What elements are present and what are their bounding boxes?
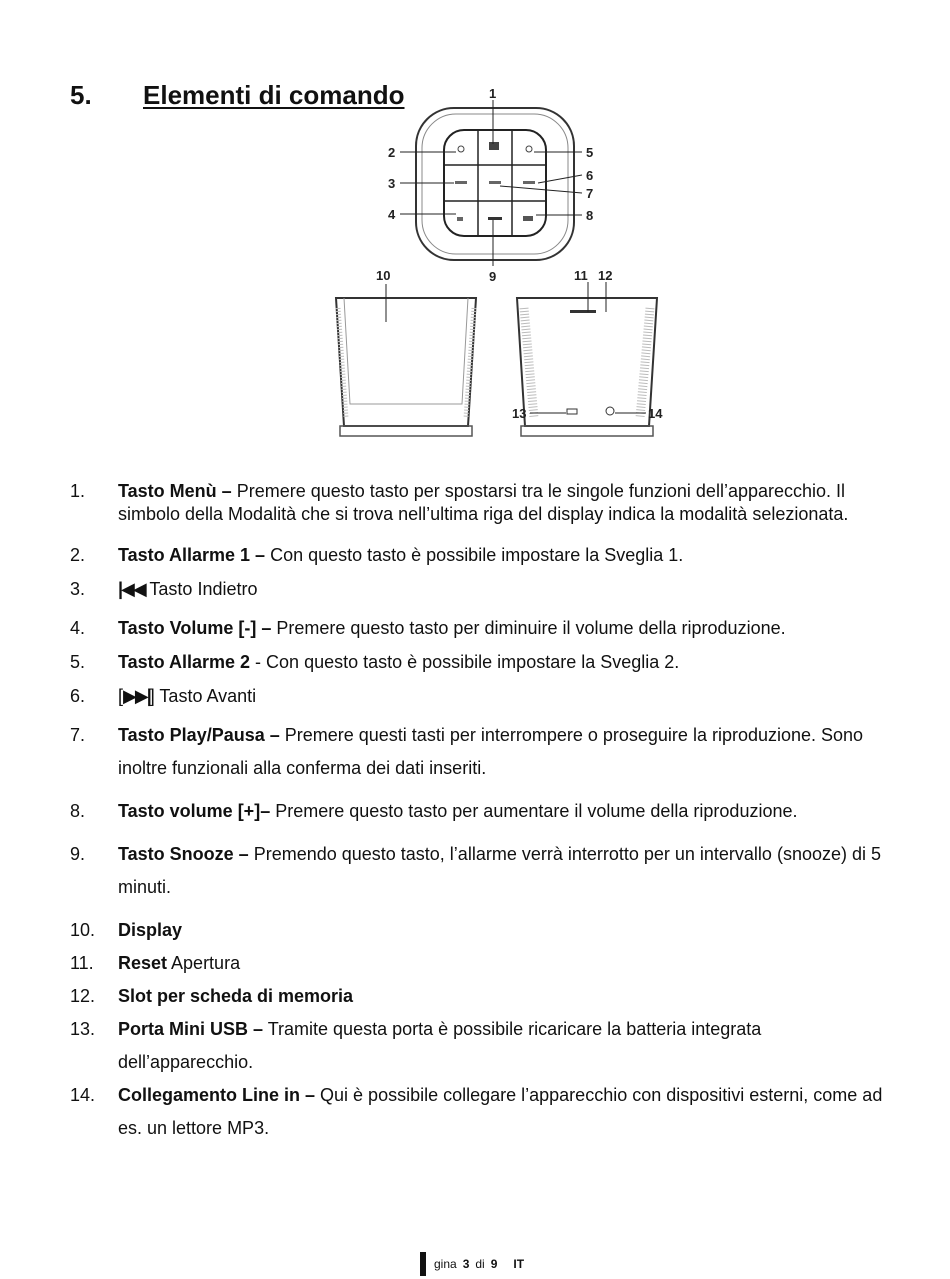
list-item: 6. [▶▶|] Tasto Avanti	[70, 686, 257, 706]
section-title: Elementi di comando	[143, 80, 405, 110]
callout-11: 11	[574, 268, 588, 283]
callout-7: 7	[586, 186, 594, 201]
device-diagram	[330, 86, 700, 446]
list-item: 1. Tasto Menù – Premere questo tasto per spostarsi tra le singole funzioni dell’apparecchio. Il simbolo della Modalità che si trova nell’ultima riga del display indica la modalità selezionata.	[70, 481, 849, 524]
section-number: 5.	[70, 80, 92, 110]
callout-5: 5	[586, 145, 594, 160]
callout-6: 6	[586, 168, 594, 183]
list-item: 8. Tasto volume [+]– Premere questo tasto per aumentare il volume della riproduzione.	[70, 801, 798, 821]
list-item: 7. Tasto Play/Pausa – Premere questi tasti per interrompere o proseguire la riproduzione. Sono inoltre funzionali alla conferma dei dati inseriti.	[70, 725, 864, 778]
footer-language: IT	[513, 1257, 525, 1271]
list-item: 5. Tasto Allarme 2 - Con questo tasto è possibile impostare la Sveglia 2.	[70, 652, 680, 672]
callout-1: 1	[489, 86, 497, 101]
footer-page-number: 3	[462, 1257, 470, 1271]
callout-8: 8	[586, 208, 594, 223]
footer-of: di	[475, 1257, 485, 1271]
device-back-outline	[517, 298, 657, 426]
list-item: 3. |◀◀ Tasto Indietro	[70, 579, 258, 599]
footer-bar	[420, 1252, 426, 1276]
callout-9: 9	[489, 269, 497, 284]
footer-page-total: 9	[490, 1257, 498, 1271]
list-item: 12. Slot per scheda di memoria	[70, 986, 354, 1006]
list-item: 14. Collegamento Line in – Qui è possibile collegare l’apparecchio con dispositivi esterni, come ad es. un lettore MP3.	[70, 1085, 883, 1138]
page-footer	[420, 1252, 524, 1276]
callout-3: 3	[388, 176, 396, 191]
list-item: 2. Tasto Allarme 1 – Con questo tasto è possibile impostare la Sveglia 1.	[70, 545, 684, 565]
device-front-outline	[336, 298, 476, 426]
callout-2: 2	[388, 145, 396, 160]
list-item: 13. Porta Mini USB – Tramite questa porta è possibile ricaricare la batteria integrata dell’apparecchio.	[70, 1019, 762, 1072]
callout-13: 13	[512, 406, 527, 421]
skip-back-icon: |◀◀	[118, 579, 145, 599]
callout-12: 12	[598, 268, 613, 283]
list-item: 4. Tasto Volume [-] – Premere questo tasto per diminuire il volume della riproduzione.	[70, 618, 786, 638]
callout-14: 14	[648, 406, 663, 421]
skip-forward-icon: ▶▶|	[123, 686, 150, 706]
footer-page-prefix: gina	[434, 1257, 457, 1271]
callout-10: 10	[376, 268, 391, 283]
list-item: 11. Reset Apertura	[70, 953, 241, 973]
list-item: 9. Tasto Snooze – Premendo questo tasto, l’allarme verrà interrotto per un intervallo (snooze) di 5 minuti.	[70, 844, 881, 897]
list-item: 10. Display	[70, 920, 183, 940]
control-list	[70, 480, 890, 1145]
callout-4: 4	[388, 207, 396, 222]
